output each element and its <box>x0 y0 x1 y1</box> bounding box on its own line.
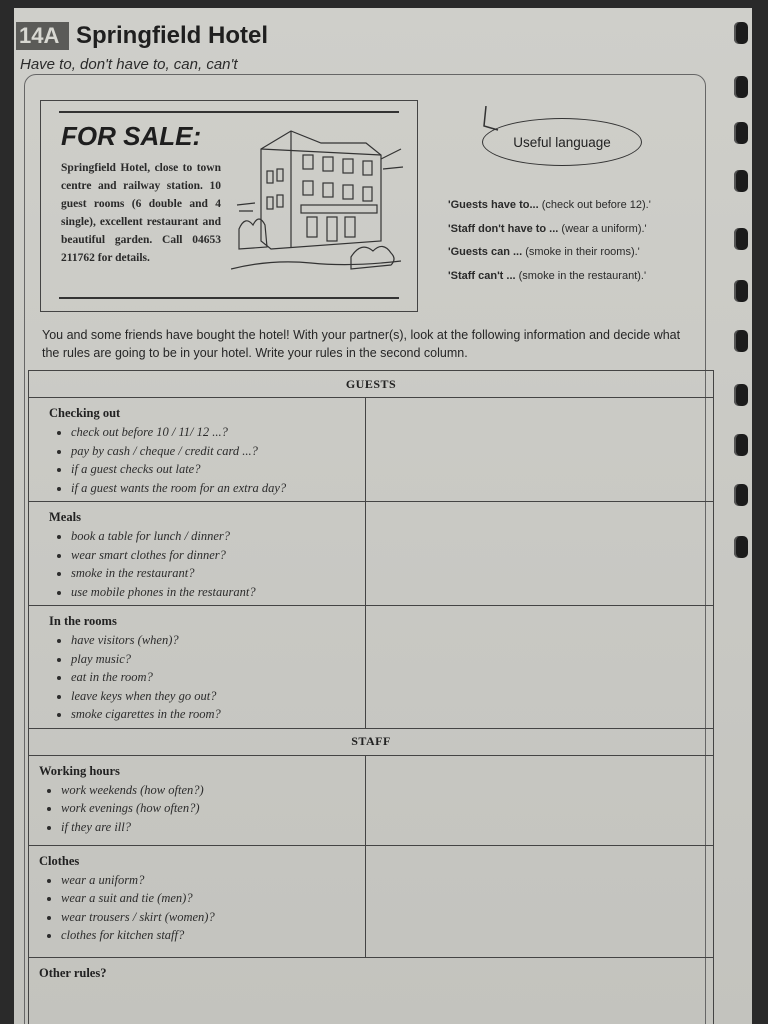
section-clothes <box>29 845 366 957</box>
unit-subtitle: Have to, don't have to, can, can't <box>20 56 238 73</box>
rules-answer-cell[interactable] <box>366 502 714 606</box>
phrase: 'Staff don't have to ... (wear a uniform).' <box>448 222 647 235</box>
section-checking-out <box>29 398 366 502</box>
for-sale-text: Springfield Hotel, close to town centre and railway station. 10 guest rooms (6 double and 4 single), excellent restaurant and beautiful garden. Call 04653 211762 for details. <box>61 162 221 264</box>
rules-answer-cell[interactable] <box>366 755 714 845</box>
divider <box>59 297 399 299</box>
table-row <box>29 398 714 502</box>
binding-ring <box>734 434 748 456</box>
useful-language-bubble: Useful language <box>482 118 642 166</box>
phrase: 'Guests can ... (smoke in their rooms).' <box>448 246 640 258</box>
list-item: • have visitors (when)? <box>71 631 357 650</box>
binding-ring <box>734 484 748 506</box>
section-title: Clothes <box>39 853 80 868</box>
instructions: You and some friends have bought the hotel! With your partner(s), look at the following information and decide what the rules are going to be in your hotel. Write your rules in the second column. <box>42 328 681 360</box>
rules-table <box>28 370 714 1024</box>
worksheet-page <box>14 8 752 1024</box>
binding-ring <box>734 122 748 144</box>
list-item: • wear smart clothes for dinner? <box>71 546 357 565</box>
binding-ring <box>734 76 748 98</box>
list-item: • wear a suit and tie (men)? <box>61 889 357 908</box>
section-title: Checking out <box>49 406 121 420</box>
list-item: • if a guest checks out late? <box>71 460 357 479</box>
staff-header: STAFF <box>29 728 714 755</box>
list-item: • play music? <box>71 650 357 669</box>
unit-title: Springfield Hotel <box>76 22 268 49</box>
table-row <box>29 957 714 1024</box>
list-item: • smoke cigarettes in the room? <box>71 705 357 724</box>
binding-ring <box>734 22 748 44</box>
divider <box>59 111 399 113</box>
binding-ring <box>734 384 748 406</box>
table-row <box>29 845 714 957</box>
section-title: Other rules? <box>39 965 107 980</box>
binding-ring <box>734 170 748 192</box>
list-item: • pay by cash / cheque / credit card ...? <box>71 442 357 461</box>
hotel-illustration <box>231 119 407 279</box>
phrase: 'Staff can't ... (smoke in the restaurant).' <box>448 269 647 282</box>
section-title: Meals <box>49 510 81 524</box>
list-item: • wear trousers / skirt (women)? <box>61 908 357 927</box>
list-item: • if they are ill? <box>61 818 357 837</box>
list-item: • work evenings (how often?) <box>61 799 357 818</box>
list-item: • wear a uniform? <box>61 871 357 890</box>
list-item: • eat in the room? <box>71 668 357 687</box>
for-sale-title: FOR SALE: <box>61 121 202 151</box>
list-item: • book a table for lunch / dinner? <box>71 527 357 546</box>
list-item: • clothes for kitchen staff? <box>61 926 357 945</box>
for-sale-ad <box>40 100 418 312</box>
section-title: In the rooms <box>49 614 117 628</box>
list-item: • smoke in the restaurant? <box>71 564 357 583</box>
table-row <box>29 755 714 845</box>
rules-answer-cell[interactable] <box>366 606 714 729</box>
table-row <box>29 606 714 729</box>
spiral-binding <box>722 8 752 1024</box>
section-meals <box>29 502 366 606</box>
list-item: • leave keys when they go out? <box>71 687 357 706</box>
guests-header: GUESTS <box>29 371 714 398</box>
unit-badge: 14A <box>16 22 69 50</box>
list-item: • use mobile phones in the restaurant? <box>71 583 357 602</box>
useful-language-phrases <box>448 194 651 288</box>
section-in-the-rooms <box>29 606 366 729</box>
rules-answer-cell[interactable] <box>366 845 714 957</box>
binding-ring <box>734 228 748 250</box>
list-item: • if a guest wants the room for an extra day? <box>71 479 357 498</box>
binding-ring <box>734 330 748 352</box>
binding-ring <box>734 536 748 558</box>
table-row <box>29 502 714 606</box>
list-item: • work weekends (how often?) <box>61 781 357 800</box>
binding-ring <box>734 280 748 302</box>
rules-answer-cell[interactable] <box>366 398 714 502</box>
section-title: Working hours <box>39 763 120 778</box>
section-working-hours <box>29 755 366 845</box>
phrase: 'Guests have to... (check out before 12).' <box>448 199 651 211</box>
section-other-rules[interactable] <box>29 957 714 1024</box>
list-item: • check out before 10 / 11/ 12 ...? <box>71 423 357 442</box>
